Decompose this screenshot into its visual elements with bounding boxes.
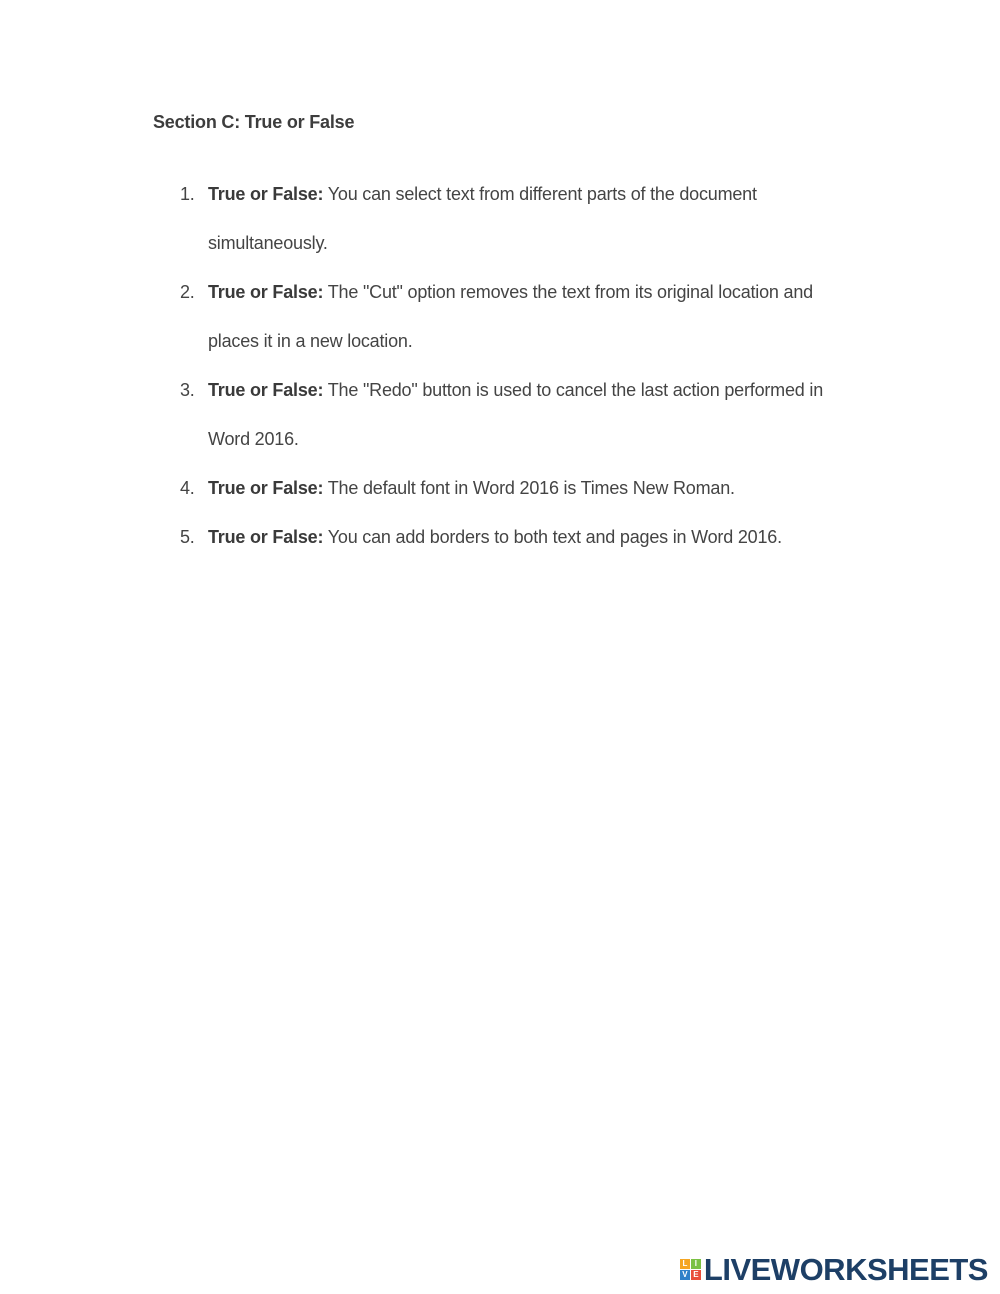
logo-mark-letter: I	[691, 1259, 701, 1269]
question-body	[208, 268, 860, 366]
live-mark-icon	[680, 1259, 701, 1280]
question-item	[180, 170, 860, 268]
question-body	[208, 170, 860, 268]
question-number: 2.	[180, 282, 195, 302]
question-item	[180, 513, 860, 562]
question-label: True or False:	[208, 380, 324, 400]
question-label: True or False:	[208, 282, 324, 302]
question-number: 4.	[180, 478, 195, 498]
question-number: 5.	[180, 527, 195, 547]
logo-text: LIVEWORKSHEETS	[703, 1251, 988, 1287]
question-body	[208, 366, 860, 464]
question-text: The "Redo" button is used to cancel the last action performed in Word 2016.	[208, 380, 824, 449]
question-number: 1.	[180, 184, 195, 204]
question-item	[180, 366, 860, 464]
question-label: True or False:	[208, 527, 324, 547]
question-number: 3.	[180, 380, 195, 400]
section-title: Section C: True or False	[153, 112, 355, 132]
question-label: True or False:	[208, 184, 324, 204]
question-text: You can add borders to both text and pages in Word 2016.	[327, 527, 782, 547]
question-body	[208, 513, 860, 562]
question-body	[208, 464, 860, 513]
question-text: You can select text from different parts of the document simultaneously.	[208, 184, 757, 253]
logo-mark-letter: L	[680, 1259, 690, 1269]
question-item	[180, 464, 860, 513]
question-label: True or False:	[208, 478, 324, 498]
question-item	[180, 268, 860, 366]
question-text: The default font in Word 2016 is Times New Roman.	[327, 478, 735, 498]
question-text: The "Cut" option removes the text from its original location and places it in a new location.	[208, 282, 813, 351]
liveworksheets-logo[interactable]	[680, 1253, 988, 1285]
logo-mark-letter: V	[680, 1270, 690, 1280]
logo-mark-letter: E	[691, 1270, 701, 1280]
